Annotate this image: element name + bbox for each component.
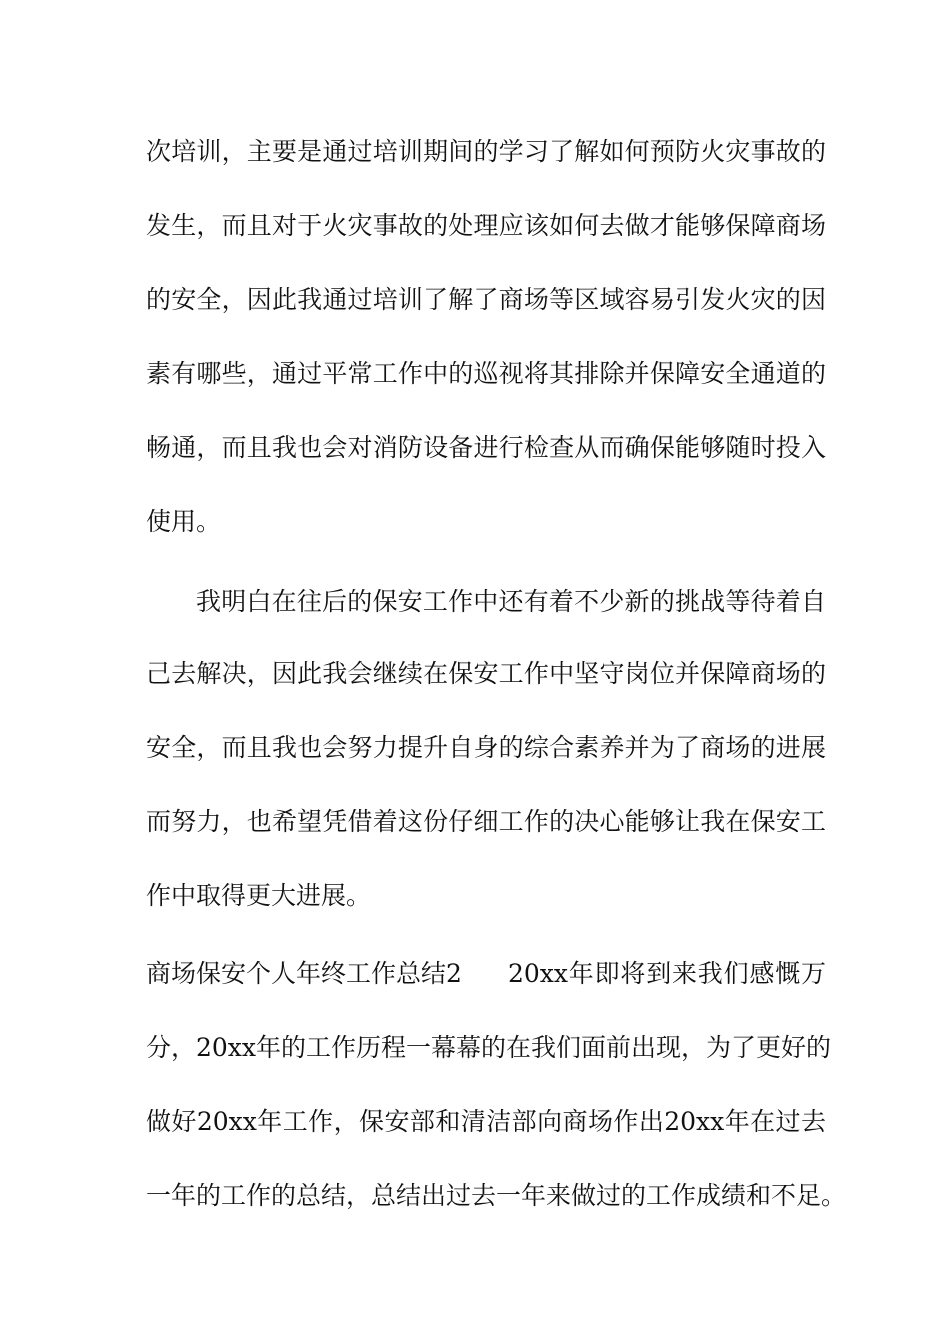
paragraph-line: 一年的工作的总结，总结出过去一年来做过的工作成绩和不足。 [146, 1181, 847, 1210]
paragraph-line: 20xx年即将到来我们感慨万 [508, 959, 826, 988]
paragraph-line: 素有哪些，通过平常工作中的巡视将其排除并保障安全通道的 [146, 359, 826, 388]
paragraph-line: 作中取得更大进展。 [146, 881, 372, 910]
paragraph-line: 次培训，主要是通过培训期间的学习了解如何预防火灾事故的 [146, 137, 826, 166]
section-title: 商场保安个人年终工作总结2 [146, 959, 462, 988]
paragraph-line: 做好20xx年工作，保安部和清洁部向商场作出20xx年在过去 [146, 1107, 826, 1136]
paragraph-line: 使用。 [146, 507, 222, 536]
paragraph-line: 而努力，也希望凭借着这份仔细工作的决心能够让我在保安工 [146, 807, 826, 836]
paragraph-line: 畅通，而且我也会对消防设备进行检查从而确保能够随时投入 [146, 433, 826, 462]
section-heading-row [146, 954, 826, 994]
paragraph-line: 分，20xx年的工作历程一幕幕的在我们面前出现，为了更好的 [146, 1033, 832, 1062]
paragraph-line: 安全，而且我也会努力提升自身的综合素养并为了商场的进展 [146, 733, 826, 762]
paragraph-line: 己去解决，因此我会继续在保安工作中坚守岗位并保障商场的 [146, 659, 826, 688]
paragraph-line: 的安全，因此我通过培训了解了商场等区域容易引发火灾的因 [146, 285, 826, 314]
paragraph-line: 我明白在往后的保安工作中还有着不少新的挑战等待着自 [196, 587, 826, 616]
paragraph-line: 发生，而且对于火灾事故的处理应该如何去做才能够保障商场 [146, 211, 826, 240]
